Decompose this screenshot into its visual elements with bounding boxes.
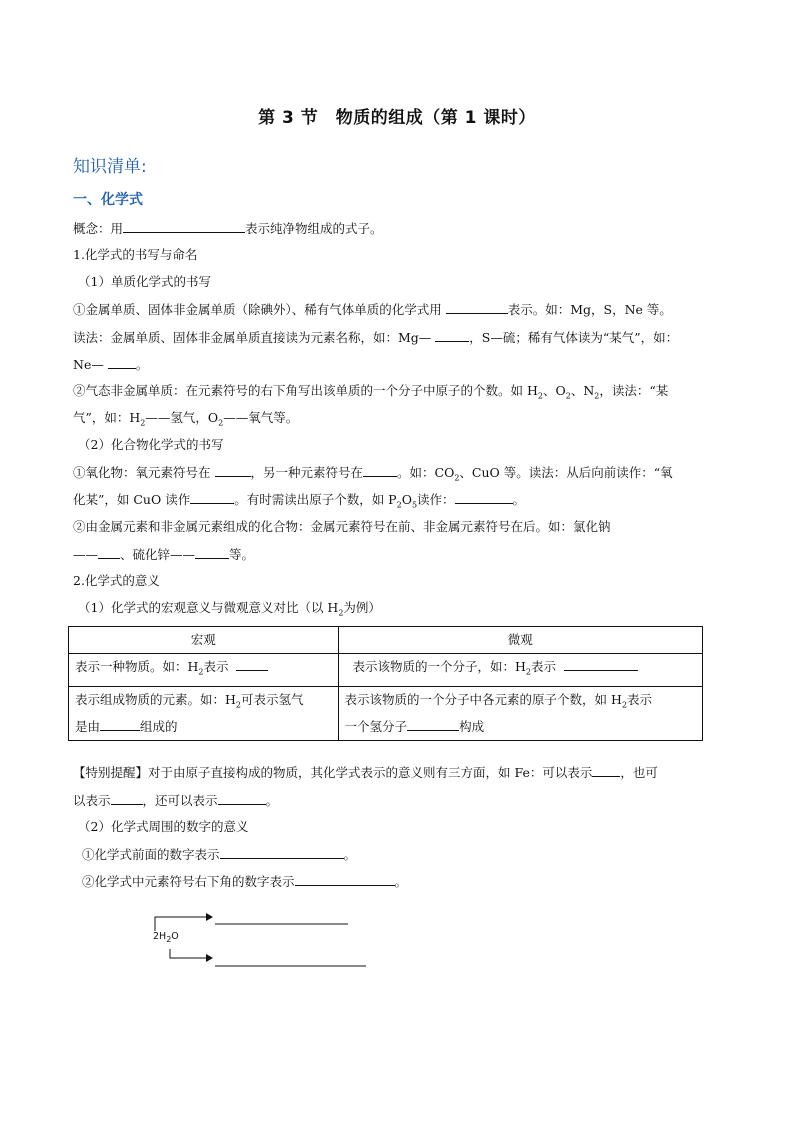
section-2-1-title: （1）化学式的宏观意义与微观意义对比（以 $H_2$为例） xyxy=(78,600,381,618)
blank[interactable] xyxy=(123,219,245,233)
table-row xyxy=(69,654,703,687)
subsection-heading: 一、化学式 xyxy=(73,192,143,208)
formula-label: $2H_2O$ xyxy=(153,931,179,944)
table-cell: 表示该物质的一个分子，如：$H_2$表示 xyxy=(338,654,702,687)
blank[interactable] xyxy=(98,545,120,559)
paragraph-reading-cont: Ne— 。 xyxy=(73,357,149,372)
blank[interactable] xyxy=(190,490,234,504)
comparison-table xyxy=(68,626,703,741)
section-heading: 知识清单: xyxy=(73,157,147,177)
special-reminder-cont: 以表示 ，还可以表示 。 xyxy=(73,793,279,808)
table-cell: 表示一种物质。如：$H_2$表示 xyxy=(69,654,339,687)
page-title: 第 3 节 物质的组成（第 1 课时） xyxy=(258,108,536,128)
blank[interactable] xyxy=(111,791,143,805)
table-header-micro: 微观 xyxy=(338,627,702,654)
table-header-macro: 宏观 xyxy=(69,627,339,654)
formula-diagram xyxy=(140,905,380,975)
blank[interactable] xyxy=(220,845,344,859)
blank[interactable] xyxy=(295,872,395,886)
blank[interactable] xyxy=(195,545,229,559)
table-cell: 表示该物质的一个分子中各元素的原子个数，如 $H_2$表示 一个氢分子 构成 xyxy=(338,686,702,741)
section-1-2-title: （2）化合物化学式的书写 xyxy=(78,437,224,452)
special-reminder: 【特别提醒】对于由原子直接构成的物质，其化学式表示的意义则有三方面，如 Fe：可以表示 ，也可 xyxy=(73,765,658,780)
blank[interactable] xyxy=(455,490,513,504)
section-2-2-title: （2）化学式周围的数字的意义 xyxy=(78,819,249,834)
blank[interactable] xyxy=(564,657,638,671)
concept-line: 概念：用 表示纯净物组成的式子。 xyxy=(73,221,383,236)
blank[interactable] xyxy=(407,717,459,731)
paragraph-gas-elements-cont: 气”，如：$H_2——$氢气，$O_2——$氧气等。 xyxy=(73,410,299,428)
section-2-title: 2.化学式的意义 xyxy=(73,573,160,588)
blank[interactable] xyxy=(592,763,620,777)
table-cell: 表示组成物质的元素。如：$H_2$可表示氢气 是由 组成的 xyxy=(69,686,339,741)
blank[interactable] xyxy=(446,300,508,314)
section-1-title: 1.化学式的书写与命名 xyxy=(73,247,198,262)
blank[interactable] xyxy=(218,791,266,805)
paragraph-oxides-cont: 化某”，如 CuO 读作 。有时需读出原子个数，如 $P_2O_5$读作： 。 xyxy=(73,492,526,510)
table-row xyxy=(69,686,703,741)
question-leading-number: ①化学式前面的数字表示 。 xyxy=(82,847,357,862)
question-subscript-number: ②化学式中元素符号右下角的数字表示 。 xyxy=(82,874,408,889)
paragraph-gas-elements: ②气态非金属单质：在元素符号的右下角写出该单质的一个分子中原子的个数。如 $H_2$、$O_2$、$N_2$，读法：“某 xyxy=(73,383,669,401)
paragraph-reading: 读法：金属单质、固体非金属单质直接读为元素名称，如：Mg— ，S—硫；稀有气体读为“某气”，如： xyxy=(73,330,679,345)
paragraph-metal-nonmetal-cont: —— 、硫化锌—— 等。 xyxy=(73,547,255,562)
blank[interactable] xyxy=(236,657,268,671)
section-1-1-title: （1）单质化学式的书写 xyxy=(78,274,211,289)
blank[interactable] xyxy=(435,328,469,342)
blank[interactable] xyxy=(108,355,136,369)
blank[interactable] xyxy=(363,463,397,477)
table-header-row xyxy=(69,627,703,654)
paragraph-element-formula: ①金属单质、固体非金属单质（除碘外）、稀有气体单质的化学式用 表示。如：Mg，S，Ne 等。 xyxy=(73,302,672,317)
paragraph-metal-nonmetal: ②由金属元素和非金属元素组成的化合物：金属元素符号在前、非金属元素符号在后。如：氯化钠 xyxy=(73,519,611,534)
blank[interactable] xyxy=(100,717,140,731)
blank[interactable] xyxy=(215,463,251,477)
paragraph-oxides: ①氧化物：氧元素符号在 ，另一种元素符号在 。如：$CO_2$、CuO 等。读法：从后向前读作：“氧 xyxy=(73,465,673,483)
